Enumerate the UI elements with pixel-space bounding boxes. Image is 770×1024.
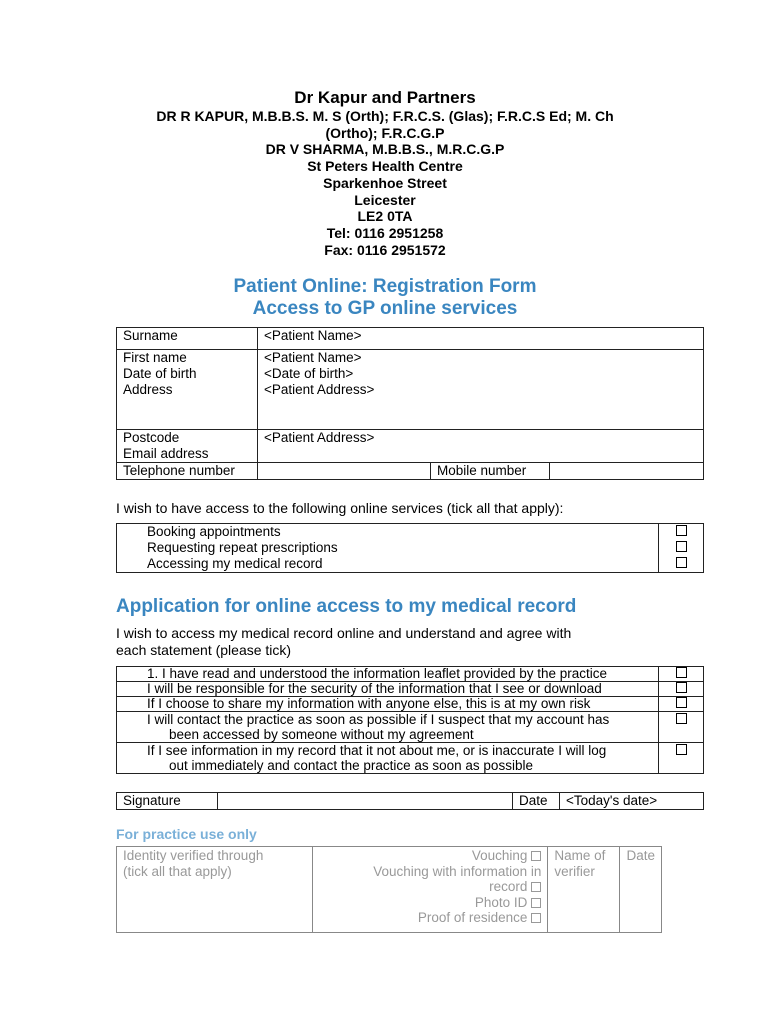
signature-date-label: Date (513, 793, 560, 810)
service-medical-record: Accessing my medical record (147, 556, 323, 571)
verification-date-label: Date (626, 848, 655, 863)
telephone-label: Telephone number (117, 463, 258, 480)
checkbox-vouching-info[interactable] (531, 882, 541, 892)
vouching-info-option: record (319, 879, 541, 895)
identity-verified-label: Identity verified through (123, 848, 264, 863)
statement-2: I will be responsible for the security of the information that I see or download (117, 682, 659, 697)
postcode-field[interactable]: <Patient Address> (264, 430, 375, 445)
patient-details-table (116, 327, 704, 480)
dob-label: Date of birth (123, 366, 197, 381)
statement-4 (117, 712, 659, 743)
medical-record-intro-2: each statement (please tick) (116, 642, 292, 658)
doctor2: DR V SHARMA, M.B.B.S., M.R.C.G.P (265, 141, 505, 157)
practice-name: Dr Kapur and Partners (294, 88, 476, 107)
mobile-field[interactable] (550, 463, 704, 480)
checkbox-medical-record[interactable] (676, 557, 687, 568)
firstname-label: First name (123, 350, 187, 365)
services-checkboxes (659, 524, 704, 573)
signature-field[interactable] (218, 793, 513, 810)
services-table (116, 523, 704, 573)
checkbox-booking[interactable] (676, 525, 687, 536)
practice-use-table (116, 846, 662, 933)
proof-residence-option: Proof of residence (319, 910, 541, 926)
health-centre: St Peters Health Centre (307, 158, 463, 174)
dob-field[interactable]: <Date of birth> (264, 366, 354, 381)
medical-record-intro-1: I wish to access my medical record online and understand and agree with (116, 625, 572, 641)
checkbox-statement-1[interactable] (676, 667, 687, 678)
signature-date-field[interactable]: <Today's date> (560, 793, 704, 810)
address-label: Address (123, 382, 173, 397)
services-list (117, 524, 659, 573)
checkbox-vouching[interactable] (531, 851, 541, 861)
statement-4-line2: been accessed by someone without my agreement (169, 727, 474, 742)
statement-5 (117, 743, 659, 774)
contact-fields[interactable] (258, 430, 704, 463)
mobile-label: Mobile number (431, 463, 550, 480)
postcode: LE2 0TA (357, 208, 413, 224)
fax: Fax: 0116 2951572 (324, 242, 446, 258)
vouching-option: Vouching (319, 848, 541, 864)
name-of-verifier-cell[interactable] (548, 847, 620, 933)
checkbox-proof-residence[interactable] (531, 913, 541, 923)
statement-4-line1: I will contact the practice as soon as possible if I suspect that my account has (147, 712, 610, 727)
form-title-line1: Patient Online: Registration Form (233, 276, 537, 297)
personal-labels (117, 350, 258, 430)
name-of-verifier-label-1: Name of (554, 848, 606, 863)
practice-use-heading: For practice use only (116, 826, 257, 842)
surname-label: Surname (117, 328, 258, 350)
checkbox-statement-5[interactable] (676, 744, 687, 755)
medical-record-heading: Application for online access to my medical record (116, 596, 577, 617)
postcode-label: Postcode (123, 430, 180, 445)
checkbox-statement-2[interactable] (676, 682, 687, 693)
service-prescriptions: Requesting repeat prescriptions (147, 540, 338, 555)
checkbox-prescriptions[interactable] (676, 541, 687, 552)
doctor1-line1: DR R KAPUR, M.B.B.S. M. S (Orth); F.R.C.S. (Glas); F.R.C.S Ed; M. Ch (156, 108, 614, 124)
checkbox-photo-id[interactable] (531, 898, 541, 908)
form-title-line2: Access to GP online services (252, 298, 518, 319)
statement-5-line2: out immediately and contact the practice as soon as possible (169, 758, 533, 773)
identity-verified-hint: (tick all that apply) (123, 864, 232, 879)
contact-labels (117, 430, 258, 463)
telephone: Tel: 0116 2951258 (326, 225, 444, 241)
street: Sparkenhoe Street (323, 175, 447, 191)
signature-label: Signature (117, 793, 218, 810)
city: Leicester (354, 192, 416, 208)
checkbox-statement-3[interactable] (676, 697, 687, 708)
statement-1: 1. I have read and understood the information leaflet provided by the practice (117, 667, 659, 682)
doctor1-line2: (Ortho); F.R.C.G.P (325, 125, 445, 141)
verification-date-cell[interactable] (620, 847, 662, 933)
verification-methods (313, 847, 548, 933)
statement-5-line1: If I see information in my record that it not about me, or is inaccurate I will log (147, 743, 607, 758)
statements-table (116, 666, 704, 774)
photo-id-option: Photo ID (319, 895, 541, 911)
telephone-field[interactable] (258, 463, 431, 480)
address-field[interactable]: <Patient Address> (264, 382, 375, 397)
surname-field[interactable]: <Patient Name> (258, 328, 704, 350)
personal-fields[interactable] (258, 350, 704, 430)
email-label: Email address (123, 446, 209, 461)
vouching-info-option-line1: Vouching with information in (373, 863, 542, 879)
services-intro: I wish to have access to the following online services (tick all that apply): (116, 500, 564, 516)
checkbox-statement-4[interactable] (676, 713, 687, 724)
service-booking: Booking appointments (147, 524, 281, 539)
name-of-verifier-label-2: verifier (554, 864, 595, 879)
statement-3: If I choose to share my information with anyone else, this is at my own risk (117, 697, 659, 712)
firstname-field[interactable]: <Patient Name> (264, 350, 362, 365)
identity-verified-cell (117, 847, 313, 933)
signature-table (116, 792, 704, 810)
